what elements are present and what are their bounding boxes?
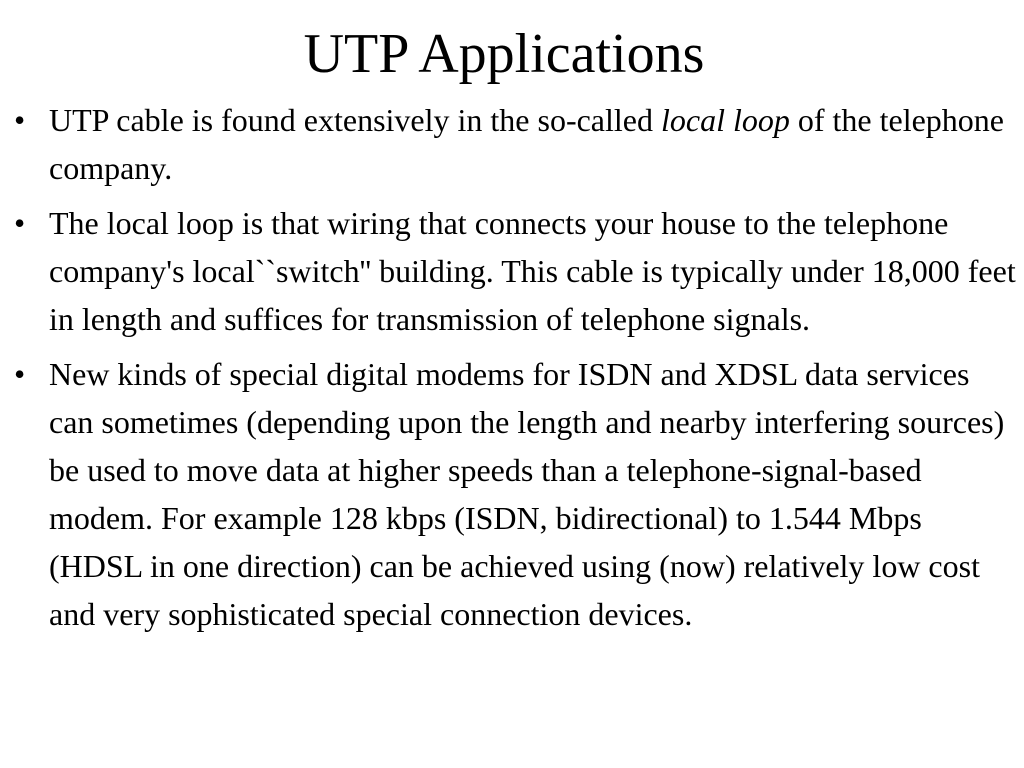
bullet-text-1 <box>49 102 1004 186</box>
bullet-text-1-before: UTP cable is found extensively in the so-called <box>49 102 661 138</box>
bullet-item-1 <box>0 96 1024 192</box>
bullet-text-1-emphasis: local loop <box>660 102 790 138</box>
bullet-item-3 <box>0 350 1024 638</box>
bullet-list <box>0 96 1024 645</box>
bullet-text-2: The local loop is that wiring that connects your house to the telephone company's local``switch'' building. This cable is typically under 18,000 feet in length and suffices for transmission of telephone signals. <box>49 205 1016 337</box>
bullet-text-1-after: of the telephone company. <box>49 102 1004 186</box>
bullet-marker: • <box>14 102 26 138</box>
bullet-item-2 <box>0 199 1024 343</box>
bullet-marker: • <box>14 356 26 392</box>
slide-title: UTP Applications <box>303 23 705 85</box>
bullet-text-3: New kinds of special digital modems for ISDN and XDSL data services can sometimes (depending upon the length and nearby interfering sources) be used to move data at higher speeds than a telephone-signal-based modem. For example 128 kbps (ISDN, bidirectional) to 1.544 Mbps (HDSL in one direction) can be achieved using (now) relatively low cost and very sophisticated special connection devices. <box>49 356 1005 632</box>
bullet-marker: • <box>14 205 26 241</box>
